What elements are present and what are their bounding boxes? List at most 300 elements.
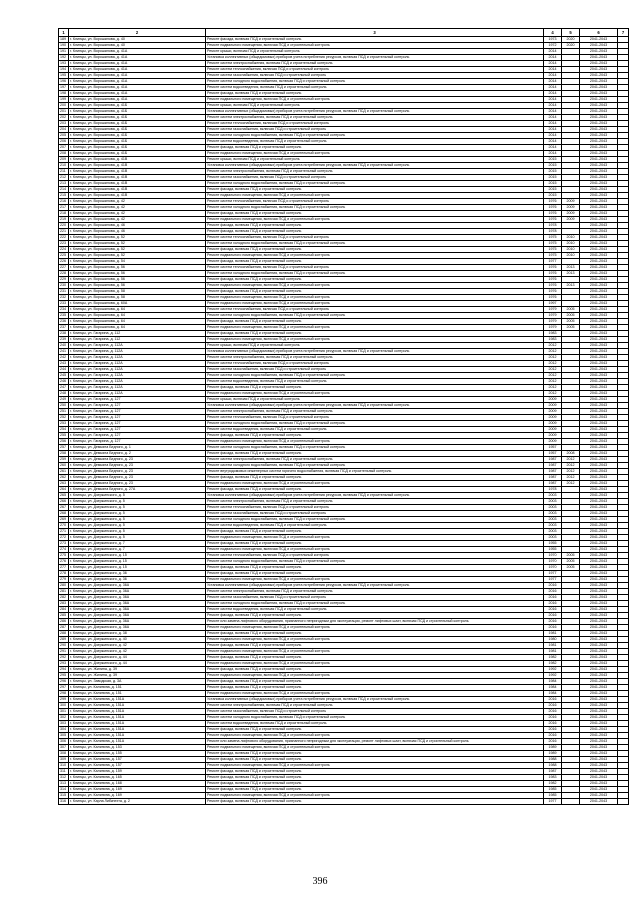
work-type-cell: Ремонт систем холодного водоснабжения, включая ПСД и строительный контроль <box>206 559 544 565</box>
address-cell: г. Клинцы, ул. Калинина, д. 151А <box>69 715 206 721</box>
planned-period-cell: 2041-2043 <box>580 583 618 589</box>
work-type-cell: Ремонт фасада, включая ПСД и строительный контроль <box>206 433 544 439</box>
row-number-cell: 234 <box>59 307 69 313</box>
work-type-cell: Ремонт фасада, включая ПСД и строительный контроль <box>206 475 544 481</box>
row-number-cell: 248 <box>59 391 69 397</box>
build-year-cell: 1987 <box>544 769 562 775</box>
last-repair-year-cell: 2005 <box>562 559 580 565</box>
address-cell: г. Клинцы, ул. Ворошилова, д. 64 <box>69 313 206 319</box>
address-cell: г. Клинцы, ул. Дзержинского, д. 44 <box>69 661 206 667</box>
work-type-cell: Ремонт систем электроснабжения, включая ПСД и строительный контроль <box>206 409 544 415</box>
work-type-cell: Ремонт фасада, включая ПСД и строительный контроль <box>206 631 544 637</box>
work-type-cell: Ремонт подвального помещения, включая ПСД и строительный контроль <box>206 439 544 445</box>
row-number-cell: 242 <box>59 355 69 361</box>
planned-period-cell: 2041-2043 <box>580 421 618 427</box>
build-year-cell: 2016 <box>544 697 562 703</box>
build-year-cell: 1997 <box>544 301 562 307</box>
row-number-cell: 238 <box>59 331 69 337</box>
work-type-cell: Ремонт систем холодного водоснабжения, включая ПСД и строительный контроль <box>206 271 544 277</box>
address-cell: г. Клинцы, ул. Демьяна Бедного, д. 23 <box>69 463 206 469</box>
address-cell: г. Клинцы, ул. Дзержинского, д. 5 <box>69 523 206 529</box>
planned-period-cell: 2041-2043 <box>580 367 618 373</box>
last-repair-year-cell: 2009 <box>562 205 580 211</box>
build-year-cell: 1976 <box>544 289 562 295</box>
row-number-cell: 251 <box>59 409 69 415</box>
address-cell: г. Клинцы, ул. Ворошилова, д. 42 <box>69 205 206 211</box>
build-year-cell: 2016 <box>544 583 562 589</box>
extra-cell <box>618 799 629 805</box>
work-type-cell: Ремонт систем теплоснабжения, включая ПСД и строительный контроль <box>206 67 544 73</box>
address-cell: г. Клинцы, ул. Ворошилова, д. 56 <box>69 283 206 289</box>
address-cell: г. Клинцы, ул. Гагарина, д. 127 <box>69 397 206 403</box>
address-cell: г. Клинцы, ул. Демьяна Бедного, д. 1 <box>69 445 206 451</box>
planned-period-cell: 2041-2043 <box>580 673 618 679</box>
row-number-cell: 221 <box>59 229 69 235</box>
last-repair-year-cell: 2005 <box>562 319 580 325</box>
address-cell: г. Клинцы, ул. Калинина, д. 169 <box>69 793 206 799</box>
build-year-cell: 2012 <box>544 361 562 367</box>
row-number-cell: 198 <box>59 91 69 97</box>
row-number-cell: 229 <box>59 277 69 283</box>
build-year-cell: 2009 <box>544 415 562 421</box>
planned-period-cell: 2041-2043 <box>580 385 618 391</box>
planned-period-cell: 2041-2043 <box>580 85 618 91</box>
work-type-cell: Ремонт подвального помещения, включая ПСД и строительный контроль <box>206 193 544 199</box>
planned-period-cell: 2041-2043 <box>580 115 618 121</box>
planned-period-cell: 2041-2043 <box>580 133 618 139</box>
planned-period-cell: 2041-2043 <box>580 193 618 199</box>
row-number-cell: 304 <box>59 727 69 733</box>
work-type-cell: Ремонт систем теплоснабжения, включая ПСД и строительный контроль <box>206 553 544 559</box>
planned-period-cell: 2041-2043 <box>580 535 618 541</box>
build-year-cell: 2009 <box>544 427 562 433</box>
build-year-cell: 1981 <box>544 643 562 649</box>
address-cell: г. Клинцы, ул. Гагарина, д. 127 <box>69 409 206 415</box>
last-repair-year-cell: 2020 <box>562 43 580 49</box>
work-type-cell: Ремонт систем холодного водоснабжения, включая ПСД и строительный контроль <box>206 181 544 187</box>
row-number-cell: 213 <box>59 181 69 187</box>
row-number-cell: 211 <box>59 169 69 175</box>
work-type-cell: Установка коллективных (общедомовых) приборов учета потребления ресурсов, включая ПСД и строительный контроль <box>206 493 544 499</box>
build-year-cell: 2016 <box>544 703 562 709</box>
row-number-cell: 222 <box>59 235 69 241</box>
row-number-cell: 269 <box>59 517 69 523</box>
work-type-cell: Ремонт подвального помещения, включая ПСД и строительный контроль <box>206 301 544 307</box>
build-year-cell: 1987 <box>544 475 562 481</box>
planned-period-cell: 2041-2043 <box>580 259 618 265</box>
build-year-cell: 2014 <box>544 61 562 67</box>
planned-period-cell: 2041-2043 <box>580 757 618 763</box>
work-type-cell: Ремонт фасада, включая ПСД и строительный контроль <box>206 541 544 547</box>
row-number-cell: 274 <box>59 547 69 553</box>
address-cell: г. Клинцы, ул. Заводская, д. 3А <box>69 679 206 685</box>
address-cell: г. Клинцы, ул. Калинина, д. 157 <box>69 763 206 769</box>
address-cell: г. Клинцы, ул. Гагарина, д. 112А <box>69 385 206 391</box>
row-number-cell: 247 <box>59 385 69 391</box>
planned-period-cell: 2041-2043 <box>580 181 618 187</box>
header-cell: 7 <box>618 29 629 37</box>
build-year-cell: 2014 <box>544 73 562 79</box>
build-year-cell: 1980 <box>544 637 562 643</box>
build-year-cell: 1988 <box>544 763 562 769</box>
last-repair-year-cell: 2005 <box>562 325 580 331</box>
last-repair-year-cell: 2005 <box>562 307 580 313</box>
planned-period-cell: 2041-2043 <box>580 727 618 733</box>
address-cell: г. Клинцы, ул. Карла Либкнехта, д. 2 <box>69 799 206 805</box>
row-number-cell: 300 <box>59 703 69 709</box>
address-cell: г. Клинцы, ул. Ворошилова, д. 52 <box>69 247 206 253</box>
build-year-cell: 2009 <box>544 433 562 439</box>
planned-period-cell: 2041-2043 <box>580 517 618 523</box>
row-number-cell: 288 <box>59 631 69 637</box>
work-type-cell: Ремонт фасада, включая ПСД и строительный контроль <box>206 769 544 775</box>
row-number-cell: 299 <box>59 697 69 703</box>
work-type-cell: Ремонт крыши, включая ПСД и строительный контроль <box>206 397 544 403</box>
work-type-cell: Ремонт подвального помещения, включая ПСД и строительный контроль <box>206 547 544 553</box>
planned-period-cell: 2041-2043 <box>580 511 618 517</box>
row-number-cell: 266 <box>59 499 69 505</box>
header-cell: 3 <box>206 29 544 37</box>
work-type-cell: Ремонт или замена лифтового оборудования, признанного непригодным для эксплуатации, ремонт лифтовых шахт, включая ПСД и строительный контроль <box>206 619 544 625</box>
planned-period-cell: 2041-2043 <box>580 505 618 511</box>
work-type-cell: Ремонт крыши, включая ПСД и строительный контроль <box>206 49 544 55</box>
build-year-cell: 2016 <box>544 715 562 721</box>
build-year-cell: 2015 <box>544 193 562 199</box>
work-type-cell: Ремонт фасада, включая ПСД и строительный контроль <box>206 685 544 691</box>
planned-period-cell: 2041-2043 <box>580 343 618 349</box>
planned-period-cell: 2041-2043 <box>580 775 618 781</box>
work-type-cell: Ремонт систем теплоснабжения, включая ПСД и строительный контроль <box>206 361 544 367</box>
build-year-cell: 2014 <box>544 109 562 115</box>
planned-period-cell: 2041-2043 <box>580 49 618 55</box>
address-cell: г. Клинцы, ул. Жилина, д. 39 <box>69 673 206 679</box>
work-type-cell: Ремонт крыши, включая ПСД и строительный контроль <box>206 103 544 109</box>
address-cell: г. Клинцы, ул. Жилина, д. 39 <box>69 667 206 673</box>
build-year-cell: 1988 <box>544 757 562 763</box>
build-year-cell: 1981 <box>544 631 562 637</box>
build-year-cell: 2014 <box>544 85 562 91</box>
work-type-cell: Ремонт внутридомовых инженерных систем горячего водоснабжения, включая ПСД и строительный контроль <box>206 469 544 475</box>
build-year-cell: 1976 <box>544 205 562 211</box>
work-type-cell: Ремонт подвального помещения, включая ПСД и строительный контроль <box>206 295 544 301</box>
work-type-cell: Ремонт подвального помещения, включая ПСД и строительный контроль <box>206 691 544 697</box>
address-cell: г. Клинцы, ул. Ворошилова, д. 41А <box>69 97 206 103</box>
row-number-cell: 239 <box>59 337 69 343</box>
build-year-cell: 1987 <box>544 457 562 463</box>
planned-period-cell: 2041-2043 <box>580 361 618 367</box>
address-cell: г. Клинцы, ул. Калинина, д. 151А <box>69 733 206 739</box>
address-cell: г. Клинцы, ул. Ворошилова, д. 41Б <box>69 121 206 127</box>
build-year-cell: 1970 <box>544 553 562 559</box>
planned-period-cell: 2041-2043 <box>580 571 618 577</box>
planned-period-cell: 2041-2043 <box>580 331 618 337</box>
planned-period-cell: 2041-2043 <box>580 463 618 469</box>
address-cell: г. Клинцы, ул. Демьяна Бедного, д. 2 <box>69 451 206 457</box>
address-cell: г. Клинцы, ул. Гагарина, д. 127 <box>69 421 206 427</box>
planned-period-cell: 2041-2043 <box>580 241 618 247</box>
build-year-cell: 2016 <box>544 727 562 733</box>
planned-period-cell: 2041-2043 <box>580 337 618 343</box>
row-number-cell: 226 <box>59 259 69 265</box>
planned-period-cell: 2041-2043 <box>580 685 618 691</box>
row-number-cell: 265 <box>59 493 69 499</box>
planned-period-cell: 2041-2043 <box>580 277 618 283</box>
work-type-cell: Ремонт систем холодного водоснабжения, включая ПСД и строительный контроль <box>206 373 544 379</box>
work-type-cell: Ремонт систем газоснабжения, включая ПСД и строительный контроль <box>206 367 544 373</box>
planned-period-cell: 2041-2043 <box>580 205 618 211</box>
planned-period-cell: 2041-2043 <box>580 721 618 727</box>
planned-period-cell: 2041-2043 <box>580 565 618 571</box>
row-number-cell: 246 <box>59 379 69 385</box>
address-cell: г. Клинцы, ул. Калинина, д. 151А <box>69 721 206 727</box>
build-year-cell: 1977 <box>544 577 562 583</box>
address-cell: г. Клинцы, ул. Ворошилова, д. 58 <box>69 289 206 295</box>
work-type-cell: Ремонт систем теплоснабжения, включая ПСД и строительный контроль <box>206 265 544 271</box>
work-type-cell: Ремонт систем холодного водоснабжения, включая ПСД и строительный контроль <box>206 445 544 451</box>
work-type-cell: Ремонт подвального помещения, включая ПСД и строительный контроль <box>206 637 544 643</box>
build-year-cell: 1976 <box>544 199 562 205</box>
build-year-cell: 2014 <box>544 79 562 85</box>
planned-period-cell: 2041-2043 <box>580 457 618 463</box>
work-type-cell: Ремонт систем электроснабжения, включая ПСД и строительный контроль <box>206 499 544 505</box>
build-year-cell: 1983 <box>544 775 562 781</box>
last-repair-year-cell: 2013 <box>562 271 580 277</box>
address-cell: г. Клинцы, ул. Калинина, д. 169 <box>69 787 206 793</box>
address-cell: г. Клинцы, ул. Ворошилова, д. 46 <box>69 223 206 229</box>
build-year-cell: 1985 <box>544 787 562 793</box>
work-type-cell: Ремонт подвального помещения, включая ПСД и строительный контроль <box>206 661 544 667</box>
row-number-cell: 217 <box>59 205 69 211</box>
planned-period-cell: 2041-2043 <box>580 679 618 685</box>
build-year-cell: 1976 <box>544 295 562 301</box>
work-type-cell: Ремонт или замена лифтового оборудования, признанного непригодным для эксплуатации, ремонт лифтовых шахт, включая ПСД и строительный контроль <box>206 739 544 745</box>
row-number-cell: 314 <box>59 787 69 793</box>
row-number-cell: 301 <box>59 709 69 715</box>
last-repair-year-cell: 2005 <box>562 565 580 571</box>
address-cell: г. Клинцы, ул. Дзержинского, д. 36А <box>69 589 206 595</box>
planned-period-cell: 2041-2043 <box>580 91 618 97</box>
row-number-cell: 196 <box>59 79 69 85</box>
address-cell: г. Клинцы, ул. Ворошилова, д. 41В <box>69 175 206 181</box>
build-year-cell: 1970 <box>544 565 562 571</box>
row-number-cell: 297 <box>59 685 69 691</box>
build-year-cell: 2014 <box>544 145 562 151</box>
build-year-cell: 1975 <box>544 241 562 247</box>
last-repair-year-cell: 2013 <box>562 283 580 289</box>
row-number-cell: 286 <box>59 619 69 625</box>
header-cell: 2 <box>69 29 206 37</box>
address-cell: г. Клинцы, ул. Гагарина, д. 112А <box>69 373 206 379</box>
row-number-cell: 233 <box>59 301 69 307</box>
planned-period-cell: 2041-2043 <box>580 541 618 547</box>
row-number-cell: 308 <box>59 751 69 757</box>
work-type-cell: Ремонт фасада, включая ПСД и строительный контроль <box>206 799 544 805</box>
planned-period-cell: 2041-2043 <box>580 223 618 229</box>
address-cell: г. Клинцы, ул. Ворошилова, д. 42 <box>69 199 206 205</box>
row-number-cell: 197 <box>59 85 69 91</box>
row-number-cell: 303 <box>59 721 69 727</box>
address-cell: г. Клинцы, ул. Калинина, д. 151А <box>69 739 206 745</box>
address-cell: г. Клинцы, ул. Дзержинского, д. 5 <box>69 535 206 541</box>
planned-period-cell: 2041-2043 <box>580 67 618 73</box>
row-number-cell: 240 <box>59 343 69 349</box>
last-repair-year-cell: 2012 <box>562 469 580 475</box>
build-year-cell: 2014 <box>544 151 562 157</box>
build-year-cell: 1976 <box>544 271 562 277</box>
row-number-cell: 283 <box>59 601 69 607</box>
row-number-cell: 245 <box>59 373 69 379</box>
address-cell: г. Клинцы, ул. Калинина, д. 151А <box>69 697 206 703</box>
build-year-cell: 1955 <box>544 547 562 553</box>
build-year-cell: 1982 <box>544 781 562 787</box>
address-cell: г. Клинцы, ул. Дзержинского, д. 42 <box>69 643 206 649</box>
build-year-cell: 2003 <box>544 499 562 505</box>
build-year-cell: 2014 <box>544 91 562 97</box>
build-year-cell: 2009 <box>544 409 562 415</box>
planned-period-cell: 2041-2043 <box>580 589 618 595</box>
planned-period-cell: 2041-2043 <box>580 631 618 637</box>
work-type-cell: Ремонт подвального помещения, включая ПСД и строительный контроль <box>206 733 544 739</box>
row-number-cell: 208 <box>59 151 69 157</box>
row-number-cell: 295 <box>59 673 69 679</box>
address-cell: г. Клинцы, ул. Гагарина, д. 112А <box>69 343 206 349</box>
work-type-cell: Ремонт фасада, включая ПСД и строительный контроль <box>206 727 544 733</box>
work-type-cell: Ремонт фасада, включая ПСД и строительный контроль <box>206 487 544 493</box>
address-cell: г. Клинцы, ул. Демьяна Бедного, д. 23 <box>69 475 206 481</box>
address-cell: г. Клинцы, ул. Ворошилова, д. 64 <box>69 319 206 325</box>
work-type-cell: Ремонт фасада, включая ПСД и строительный контроль <box>206 787 544 793</box>
planned-period-cell: 2041-2043 <box>580 691 618 697</box>
work-type-cell: Ремонт фасада, включая ПСД и строительный контроль <box>206 229 544 235</box>
address-cell: г. Клинцы, ул. Ворошилова, д. 60А <box>69 301 206 307</box>
address-cell: г. Клинцы, ул. Ворошилова, д. 41Б <box>69 133 206 139</box>
address-cell: г. Клинцы, ул. Дзержинского, д. 15 <box>69 559 206 565</box>
address-cell: г. Клинцы, ул. Дзержинского, д. 5 <box>69 529 206 535</box>
work-type-cell: Ремонт подвального помещения, включая ПСД и строительный контроль <box>206 481 544 487</box>
work-type-cell: Установка коллективных (общедомовых) приборов учета потребления ресурсов, включая ПСД и строительный контроль <box>206 697 544 703</box>
row-number-cell: 237 <box>59 325 69 331</box>
address-cell: г. Клинцы, ул. Ворошилова, д. 41Б <box>69 145 206 151</box>
row-number-cell: 262 <box>59 475 69 481</box>
work-type-cell: Ремонт систем холодного водоснабжения, включая ПСД и строительный контроль <box>206 79 544 85</box>
address-cell: г. Клинцы, ул. Дзержинского, д. 5 <box>69 499 206 505</box>
work-type-cell: Ремонт фасада, включая ПСД и строительный контроль <box>206 331 544 337</box>
planned-period-cell: 2041-2043 <box>580 709 618 715</box>
header-cell: 5 <box>562 29 580 37</box>
work-type-cell: Ремонт систем водоотведения, включая ПСД и строительный контроль <box>206 607 544 613</box>
work-type-cell: Ремонт фасада, включая ПСД и строительный контроль <box>206 145 544 151</box>
planned-period-cell: 2041-2043 <box>580 37 618 43</box>
build-year-cell: 2016 <box>544 595 562 601</box>
build-year-cell: 1957 <box>544 451 562 457</box>
address-cell: г. Клинцы, ул. Гагарина, д. 112А <box>69 355 206 361</box>
work-type-cell: Ремонт подвального помещения, включая ПСД и строительный контроль <box>206 283 544 289</box>
address-cell: г. Клинцы, ул. Ворошилова, д. 41В <box>69 181 206 187</box>
work-type-cell: Ремонт систем электроснабжения, включая ПСД и строительный контроль <box>206 115 544 121</box>
work-type-cell: Ремонт подвального помещения, включая ПСД и строительный контроль <box>206 763 544 769</box>
row-number-cell: 194 <box>59 67 69 73</box>
row-number-cell: 193 <box>59 61 69 67</box>
last-repair-year-cell: 2009 <box>562 217 580 223</box>
build-year-cell: 1982 <box>544 655 562 661</box>
planned-period-cell: 2041-2043 <box>580 151 618 157</box>
build-year-cell: 1984 <box>544 691 562 697</box>
work-type-cell: Ремонт подвального помещения, включая ПСД и строительный контроль <box>206 673 544 679</box>
work-type-cell: Ремонт фасада, включая ПСД и строительный контроль <box>206 319 544 325</box>
planned-period-cell: 2041-2043 <box>580 793 618 799</box>
row-number-cell: 232 <box>59 295 69 301</box>
address-cell: г. Клинцы, ул. Дзержинского, д. 36А <box>69 625 206 631</box>
row-number-cell: 272 <box>59 535 69 541</box>
planned-period-cell: 2041-2043 <box>580 43 618 49</box>
build-year-cell: 2014 <box>544 115 562 121</box>
planned-period-cell: 2041-2043 <box>580 157 618 163</box>
work-type-cell: Ремонт фасада, включая ПСД и строительный контроль <box>206 775 544 781</box>
address-cell: г. Клинцы, ул. Калинина, д. 151А <box>69 703 206 709</box>
address-cell: г. Клинцы, ул. Ворошилова, д. 40 <box>69 43 206 49</box>
build-year-cell: 1976 <box>544 211 562 217</box>
build-year-cell: 2015 <box>544 181 562 187</box>
work-type-cell: Ремонт систем электроснабжения, включая ПСД и строительный контроль <box>206 589 544 595</box>
planned-period-cell: 2041-2043 <box>580 439 618 445</box>
build-year-cell: 1976 <box>544 277 562 283</box>
planned-period-cell: 2041-2043 <box>580 637 618 643</box>
build-year-cell: 2015 <box>544 157 562 163</box>
row-number-cell: 264 <box>59 487 69 493</box>
planned-period-cell: 2041-2043 <box>580 595 618 601</box>
planned-period-cell: 2041-2043 <box>580 169 618 175</box>
row-number-cell: 315 <box>59 793 69 799</box>
address-cell: г. Клинцы, ул. Ворошилова, д. 41В <box>69 193 206 199</box>
work-type-cell: Ремонт систем электроснабжения, включая ПСД и строительный контроль <box>206 355 544 361</box>
row-number-cell: 268 <box>59 511 69 517</box>
address-cell: г. Клинцы, ул. Дзержинского, д. 36А <box>69 607 206 613</box>
address-cell: г. Клинцы, ул. Калинина, д. 151А <box>69 727 206 733</box>
work-type-cell: Установка коллективных (общедомовых) приборов учета потребления ресурсов, включая ПСД и строительный контроль <box>206 163 544 169</box>
build-year-cell: 2012 <box>544 349 562 355</box>
work-type-cell: Ремонт фасада, включая ПСД и строительный контроль <box>206 751 544 757</box>
planned-period-cell: 2041-2043 <box>580 409 618 415</box>
planned-period-cell: 2041-2043 <box>580 625 618 631</box>
planned-period-cell: 2041-2043 <box>580 349 618 355</box>
build-year-cell: 1985 <box>544 793 562 799</box>
planned-period-cell: 2041-2043 <box>580 427 618 433</box>
planned-period-cell: 2041-2043 <box>580 751 618 757</box>
planned-period-cell: 2041-2043 <box>580 229 618 235</box>
planned-period-cell: 2041-2043 <box>580 787 618 793</box>
row-number-cell: 260 <box>59 463 69 469</box>
work-type-cell: Ремонт фасада, включая ПСД и строительный контроль <box>206 571 544 577</box>
planned-period-cell: 2041-2043 <box>580 397 618 403</box>
address-cell: г. Клинцы, ул. Гагарина, д. 127 <box>69 427 206 433</box>
address-cell: г. Клинцы, ул. Гагарина, д. 127 <box>69 403 206 409</box>
planned-period-cell: 2041-2043 <box>580 325 618 331</box>
work-type-cell: Ремонт фасада, включая ПСД и строительный контроль <box>206 247 544 253</box>
work-type-cell: Ремонт систем холодного водоснабжения, включая ПСД и строительный контроль <box>206 517 544 523</box>
work-type-cell: Ремонт систем холодного водоснабжения, включая ПСД и строительный контроль <box>206 715 544 721</box>
row-number-cell: 313 <box>59 781 69 787</box>
row-number-cell: 191 <box>59 49 69 55</box>
row-number-cell: 311 <box>59 769 69 775</box>
address-cell: г. Клинцы, ул. Дзержинского, д. 15 <box>69 553 206 559</box>
build-year-cell: 1984 <box>544 685 562 691</box>
row-number-cell: 224 <box>59 247 69 253</box>
planned-period-cell: 2041-2043 <box>580 127 618 133</box>
build-year-cell: 2012 <box>544 391 562 397</box>
work-type-cell: Ремонт систем теплоснабжения, включая ПСД и строительный контроль <box>206 199 544 205</box>
row-number-cell: 202 <box>59 115 69 121</box>
address-cell: г. Клинцы, ул. Ворошилова, д. 52 <box>69 253 206 259</box>
